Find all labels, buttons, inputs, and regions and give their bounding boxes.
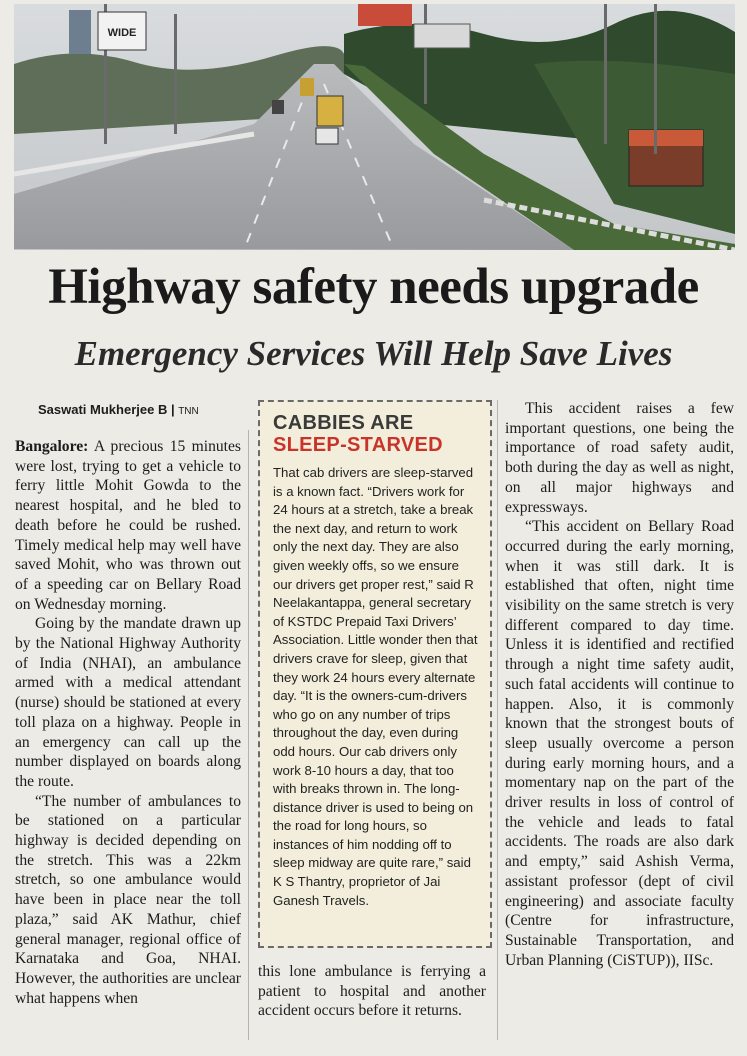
article-column-3 — [505, 399, 734, 970]
sidebar-title-line-1: CABBIES ARE — [273, 412, 414, 434]
news-agency: TNN — [178, 406, 199, 417]
highway-photo — [14, 4, 735, 250]
sidebar-body: That cab drivers are sleep-starved is a known fact. “Drivers work for 24 hours at a stretch, take a break the next day, and return to work only the next day. They are also given weekly offs, so we ensure our drivers get proper rest,” said R Neelakantappa, general secretary of KSTDC Prepaid Taxi Drivers’ Association. Little wonder then that drivers crave for sleep, given that they work 24 hours every alternate day. “It is the owners-cum-drivers who go on any number of trips throughout the day, even during odd hours. Our cab drivers only work 8-10 hours a day, that too with breaks thrown in. The long-distance driver is used to being on the road for long hours, so instances of him nodding off to sleep midway are quite rare,” said K S Thantry, proprietor of Jai Ganesh Travels. — [273, 465, 478, 908]
billboard-text: WIDE — [107, 27, 137, 39]
sidebar-box — [258, 400, 492, 948]
subheadline: Emergency Services Will Help Save Lives — [74, 334, 673, 373]
byline — [38, 402, 199, 417]
paragraph-3: “The number of ambulances to be stationed on a particular highway is decided depending on the stretch. This was a 22km stretch, so one ambulance would have been in place near the toll plaza,” said AK Mathur, chief general manager, regional office of Karnataka and Goa, NHAI. However, the authorities are unclear what happens when — [15, 792, 241, 1007]
author-name: Saswati Mukherjee B | — [38, 402, 175, 417]
paragraph-1 — [15, 437, 241, 614]
column-divider — [497, 400, 498, 1040]
paragraph-1-text: A precious 15 minutes were lost, trying to get a vehicle to ferry little Mohit Gowda to the nearest hospital, and he bled to death before he could be rushed. Timely medical help may well have saved Mohit, who was thrown out of a speeding car on Bellary Road on Wednesday morning. — [15, 438, 241, 613]
sidebar-title-line-2: SLEEP-STARVED — [273, 434, 443, 456]
headline: Highway safety needs upgrade — [48, 259, 699, 315]
dateline: Bangalore: — [15, 438, 89, 455]
column-divider — [248, 430, 249, 1040]
paragraph-5: “This accident on Bellary Road occurred during the early morning, when it was still dark. It is established that often, night time visibility on the same stretch is very different compared to day time. Unless it is identified and rectified through a night time safety audit, such fatal accidents will continue to happen. Also, it is commonly known that the strongest bouts of sleep usually overcome a person during early morning hours, and a momentary nap on the part of the driver results in loss of control of the vehicle and leads to fatal accidents. The roads are also dark and empty,” said Ashish Verma, assistant professor (dept of civil engineering) and associate faculty (Centre for infrastructure, Sustainable Transportation, and Urban Planning (CiSTUP)), IISc. — [505, 518, 734, 969]
article-column-2-continuation: this lone ambulance is ferrying a patient to hospital and another accident occurs before it returns. — [258, 963, 486, 1020]
paragraph-2: Going by the mandate drawn up by the National Highway Authority of India (NHAI), an ambulance armed with a medical attendant (nurse) should be stationed at every toll plaza on a highway. People in an emergency can call up the number displayed on boards along the route. — [15, 615, 241, 790]
highway-scene-image — [14, 4, 735, 250]
article-column-1 — [15, 437, 241, 1008]
paragraph-4: This accident raises a few important questions, one being the importance of road safety audit, both during the day as well as night, on all major highways and expressways. — [505, 400, 734, 516]
